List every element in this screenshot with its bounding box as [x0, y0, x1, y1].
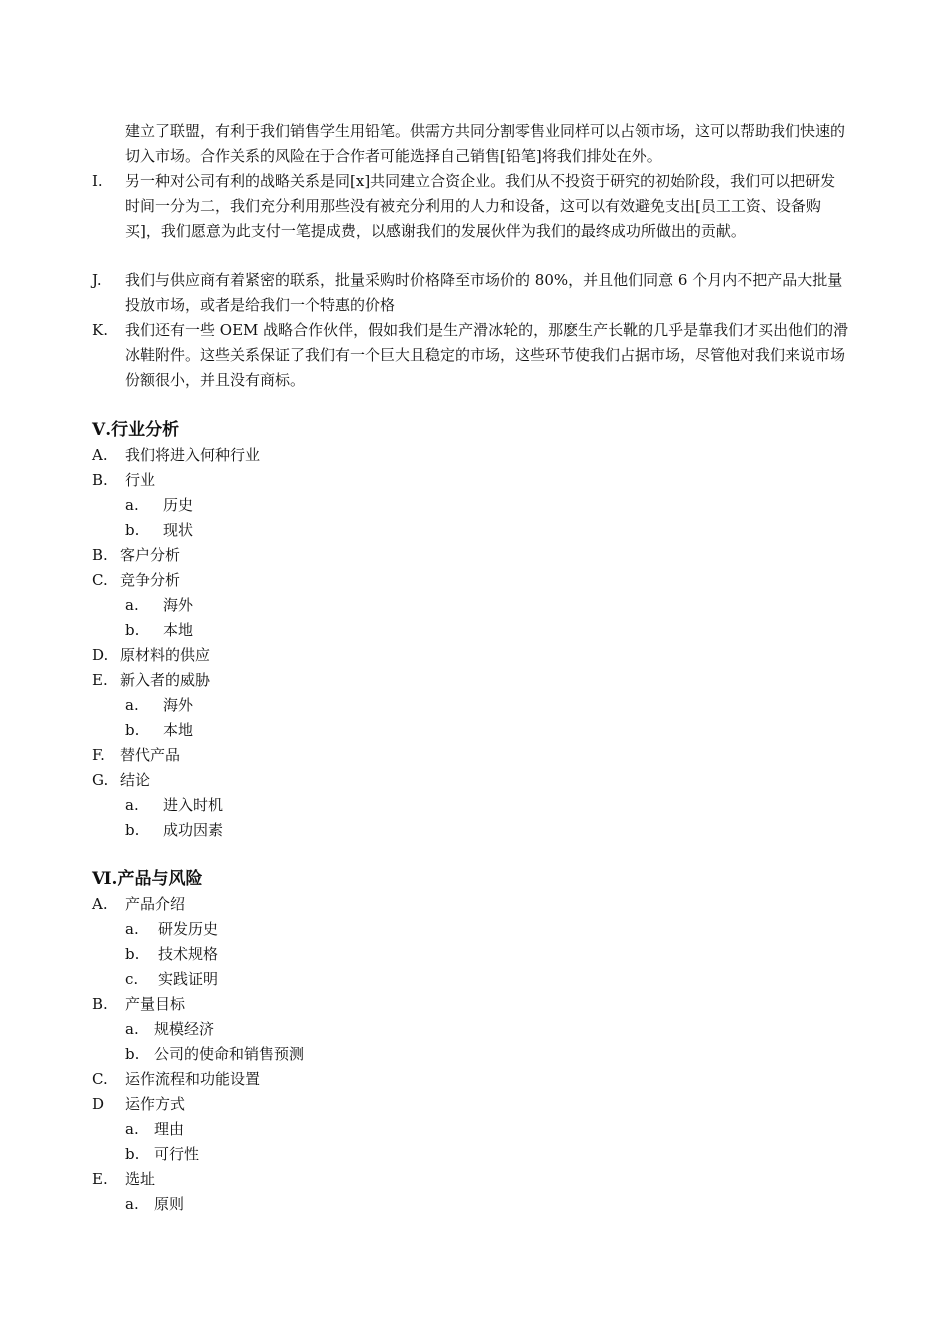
- outline-marker: C.: [92, 571, 108, 589]
- outline-text: 海外: [163, 696, 194, 714]
- list-marker: J.: [92, 271, 102, 289]
- intro-paragraph: 建立了联盟，有利于我们销售学生用铅笔。供需方共同分割零售业同样可以占领市场，这可以帮助我们快速的切入市场。合作关系的风险在于合作者可能选择自己销售[铅笔]将我们排处在外。: [125, 122, 846, 165]
- outline-marker: a.: [125, 496, 139, 514]
- outline-marker: c.: [125, 970, 139, 988]
- outline-marker: a.: [125, 696, 139, 714]
- outline-marker: b.: [125, 721, 140, 739]
- outline-text: 竞争分析: [120, 571, 181, 589]
- outline-marker: E.: [92, 671, 108, 689]
- section-heading-product-risk: Ⅵ.产品与风险: [92, 869, 203, 889]
- outline-text: 技术规格: [158, 945, 219, 963]
- outline-text: 本地: [163, 621, 194, 639]
- outline-marker: a.: [125, 796, 139, 814]
- outline-marker: b.: [125, 1045, 140, 1063]
- list-marker: I.: [92, 172, 103, 190]
- outline-text: 成功因素: [163, 821, 224, 839]
- outline-marker: D: [92, 1095, 105, 1113]
- outline-marker: b.: [125, 521, 140, 539]
- outline-marker: A.: [92, 895, 108, 913]
- list-marker: K.: [92, 321, 108, 339]
- outline-text: 理由: [154, 1120, 185, 1138]
- outline-marker: a.: [125, 1020, 139, 1038]
- outline-marker: a.: [125, 1195, 139, 1213]
- outline-text: 现状: [163, 521, 194, 539]
- outline-text: 运作方式: [125, 1095, 186, 1113]
- outline-text: 结论: [120, 771, 151, 789]
- outline-marker: D.: [92, 646, 109, 664]
- outline-text: 公司的使命和销售预测: [154, 1045, 305, 1063]
- outline-marker: B.: [92, 471, 108, 489]
- outline-text: 历史: [163, 496, 194, 514]
- outline-text: 产品介绍: [125, 895, 186, 913]
- outline-text: 原材料的供应: [120, 646, 211, 664]
- outline-text: 我们将进入何种行业: [125, 446, 261, 464]
- outline-marker: A.: [92, 446, 108, 464]
- outline-marker: B.: [92, 546, 108, 564]
- outline-text: 选址: [125, 1170, 156, 1188]
- outline-marker: b.: [125, 821, 140, 839]
- outline-marker: F.: [92, 746, 105, 764]
- list-item-text: 我们还有一些 OEM 战略合作伙伴，假如我们是生产滑冰轮的，那麽生产长靴的几乎是靠我们才买出他们的滑冰鞋附件。这些关系保证了我们有一个巨大且稳定的市场，这些环节使我们占据市场，尽管他对我们来说市场份额很小，并且没有商标。: [125, 321, 849, 389]
- outline-marker: b.: [125, 945, 140, 963]
- outline-marker: a.: [125, 596, 139, 614]
- outline-marker: B.: [92, 995, 108, 1013]
- outline-marker: a.: [125, 1120, 139, 1138]
- list-item-text: 我们与供应商有着紧密的联系，批量采购时价格降至市场价的 80%，并且他们同意 6 个月内不把产品大批量投放市场，或者是给我们一个特惠的价格: [125, 271, 843, 314]
- outline-marker: b.: [125, 621, 140, 639]
- outline-text: 海外: [163, 596, 194, 614]
- outline-marker: E.: [92, 1170, 108, 1188]
- outline-text: 客户分析: [120, 546, 181, 564]
- outline-marker: b.: [125, 1145, 140, 1163]
- outline-marker: C.: [92, 1070, 108, 1088]
- outline-text: 产量目标: [125, 995, 186, 1013]
- outline-text: 本地: [163, 721, 194, 739]
- outline-text: 运作流程和功能设置: [125, 1070, 261, 1088]
- outline-text: 可行性: [154, 1145, 200, 1163]
- outline-text: 规模经济: [154, 1020, 215, 1038]
- outline-text: 新入者的威胁: [120, 671, 211, 689]
- outline-text: 实践证明: [158, 970, 219, 988]
- outline-text: 原则: [154, 1195, 185, 1213]
- list-item-text: 另一种对公司有利的战略关系是同[x]共同建立合资企业。我们从不投资于研究的初始阶段，我们可以把研发时间一分为二，我们充分利用那些没有被充分利用的人力和设备，这可以有效避免支出[员工工资、设备购买]，我们愿意为此支付一笔提成费，以感谢我们的发展伙伴为我们的最终成功所做出的贡献。: [125, 172, 836, 240]
- outline-text: 替代产品: [120, 746, 181, 764]
- section-heading-industry-analysis: Ⅴ.行业分析: [92, 420, 180, 440]
- outline-text: 行业: [125, 471, 156, 489]
- outline-text: 进入时机: [163, 796, 224, 814]
- outline-text: 研发历史: [158, 920, 219, 938]
- outline-marker: G.: [92, 771, 109, 789]
- outline-marker: a.: [125, 920, 139, 938]
